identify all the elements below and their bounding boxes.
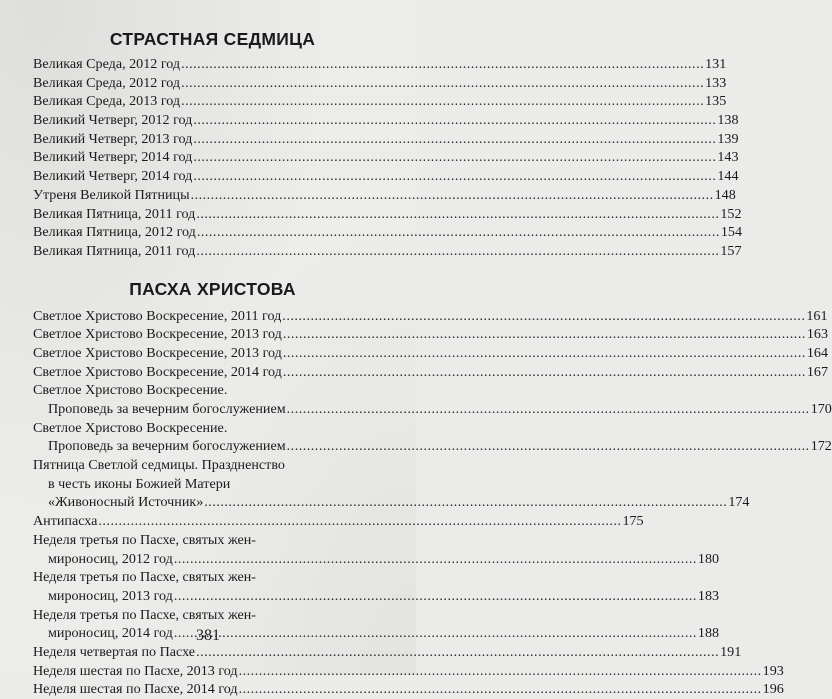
toc-entry: Великая Пятница, 2011 год ..... 152 xyxy=(33,205,392,224)
page-ref: 163 xyxy=(806,326,829,343)
toc-entry: Великая Среда, 2012 год ..... 133 xyxy=(33,74,392,93)
leader-dots xyxy=(196,205,719,224)
leader-dots xyxy=(193,167,716,186)
toc-entry: Светлое Христово Воскресение, 2011 год ..... 161 xyxy=(33,307,392,326)
leader-dots xyxy=(283,363,806,382)
toc-entry: Светлое Христово Воскресение, 2013 год ..... 164 xyxy=(33,344,392,363)
leader-dots xyxy=(181,92,704,111)
page-ref: 193 xyxy=(762,662,784,679)
toc-entry: мироносиц, 2014 год ..... 188 xyxy=(33,624,392,643)
leader-dots xyxy=(239,680,762,699)
page-ref: 164 xyxy=(806,344,829,361)
page-ref: 180 xyxy=(697,550,720,567)
toc-entry: Неделя шестая по Пасхе, 2014 год ..... 196 xyxy=(33,680,392,699)
toc-entry-line: Неделя третья по Пасхе, святых жен- xyxy=(33,606,257,623)
leader-dots xyxy=(197,223,720,242)
page-ref: 133 xyxy=(705,74,727,91)
page-ref: 188 xyxy=(697,625,720,642)
toc-entry: Великая Среда, 2012 год ..... 131 xyxy=(33,55,392,74)
section-title-passion-week: СТРАСТНАЯ СЕДМИЦА xyxy=(109,29,316,49)
leader-dots xyxy=(283,344,806,363)
leader-dots xyxy=(282,307,805,326)
toc-entry: Светлое Христово Воскресение, 2013 год ..... 163 xyxy=(33,325,392,344)
toc-entry: Светлое Христово Воскресение, 2014 год ..... 167 xyxy=(33,363,392,382)
toc-entry: Великая Пятница, 2012 год ..... 154 xyxy=(33,223,392,242)
toc-entry: Великая Пятница, 2011 год ..... 157 xyxy=(33,242,392,261)
page-ref: 191 xyxy=(720,643,742,660)
toc-entry-line: Неделя третья по Пасхе, святых жен- xyxy=(33,531,257,548)
leader-dots xyxy=(98,512,621,531)
page-ref: 183 xyxy=(697,587,720,604)
toc-entry: Проповедь за вечерним богослужением ..... 172 xyxy=(33,437,392,456)
toc-entry: Великий Четверг, 2012 год ..... 138 xyxy=(33,111,392,130)
page-ref: 143 xyxy=(717,149,739,166)
leader-dots xyxy=(196,643,719,662)
toc-entry: Неделя шестая по Пасхе, 2013 год ..... 193 xyxy=(33,662,392,681)
leader-dots xyxy=(181,74,704,93)
toc-entry: Великий Четверг, 2014 год ..... 144 xyxy=(33,167,392,186)
page-ref: 196 xyxy=(762,681,784,698)
toc-entry: мироносиц, 2013 год ..... 183 xyxy=(33,587,392,606)
page-ref: 154 xyxy=(720,224,743,241)
toc-entry-line: Пятница Светлой седмицы. Праздненство xyxy=(33,457,285,474)
section-title-pascha: ПАСХА ХРИСТОВА xyxy=(129,278,296,299)
page-ref: 148 xyxy=(714,186,736,203)
page-ref: 131 xyxy=(705,56,727,72)
leader-dots xyxy=(204,493,727,512)
toc-entry: Антипасха ..... 175 xyxy=(33,512,392,531)
leader-dots xyxy=(193,148,716,167)
leader-dots xyxy=(287,400,810,419)
toc-entry: Великий Четверг, 2013 год ..... 139 xyxy=(33,130,392,149)
toc-entry: «Живоносный Источник» ..... 174 xyxy=(33,493,392,512)
page-ref: 172 xyxy=(810,438,832,455)
page-number: 381 xyxy=(196,627,220,644)
leader-dots xyxy=(193,130,716,149)
toc-entry-line: Светлое Христово Воскресение. xyxy=(33,382,228,399)
page-ref: 157 xyxy=(720,242,742,259)
leader-dots xyxy=(174,550,697,569)
page-ref: 175 xyxy=(622,513,644,530)
toc-entry-line: в честь иконы Божией Матери xyxy=(48,475,231,492)
page-ref: 170 xyxy=(810,401,832,417)
page-ref: 167 xyxy=(806,363,829,380)
leader-dots xyxy=(174,587,697,606)
toc-entry: Великий Четверг, 2014 год ..... 143 xyxy=(33,148,392,167)
toc-entry-line: Неделя третья по Пасхе, святых жен- xyxy=(33,569,257,586)
leader-dots xyxy=(239,662,762,681)
toc-list-passion-week xyxy=(33,55,743,261)
leader-dots xyxy=(196,242,719,261)
toc-entry: Неделя четвертая по Пасхе ..... 191 xyxy=(33,643,392,662)
leader-dots xyxy=(287,437,810,456)
leader-dots xyxy=(193,111,716,130)
toc-entry: Утреня Великой Пятницы ..... 148 xyxy=(33,186,392,205)
page-ref: 161 xyxy=(806,307,828,324)
toc-entry: Проповедь за вечерним богослужением ..... 170 xyxy=(33,400,392,419)
page-ref: 135 xyxy=(705,93,727,110)
page-ref: 138 xyxy=(717,112,739,129)
page-ref: 139 xyxy=(717,130,739,147)
page-ref: 144 xyxy=(717,168,739,185)
toc-entry: мироносиц, 2012 год ..... 180 xyxy=(33,550,392,569)
toc-entry-line: Светлое Христово Воскресение. xyxy=(33,419,228,436)
leader-dots xyxy=(191,186,714,205)
leader-dots xyxy=(283,325,806,344)
toc-entry: Великая Среда, 2013 год ..... 135 xyxy=(33,92,392,111)
page-ref: 174 xyxy=(728,494,750,511)
page-ref: 152 xyxy=(720,205,742,222)
leader-dots xyxy=(181,55,704,74)
